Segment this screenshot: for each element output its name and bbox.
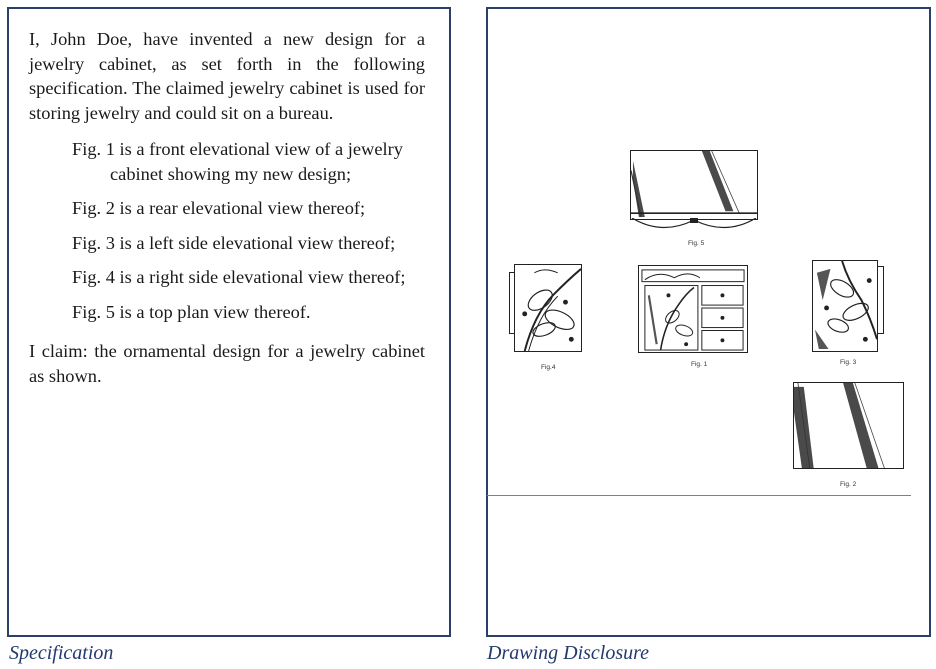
figure-1-drawing [638,265,748,353]
figure-description-1: Fig. 1 is a front elevational view of a jewelry cabinet showing my new design; [72,139,403,184]
figure-5-drawing [630,150,758,220]
figure-description-4: Fig. 4 is a right side elevational view thereof; [72,267,406,287]
figure-5-base-curves [630,218,758,234]
figure-description-5: Fig. 5 is a top plan view thereof. [72,301,311,322]
figure-4-hardware [509,272,515,334]
figure-description-3: Fig. 3 is a left side elevational view thereof; [72,232,396,253]
figure-2-drawing [793,382,904,469]
figure-3-drawing [812,260,878,352]
drawing-caption: Drawing Disclosure [487,642,650,664]
figure-1-label: Fig. 1 [691,361,708,368]
intro-paragraph: I, John Doe, have invented a new design for a jewelry cabinet, as set forth in the following specification. The claimed jewelry cabinet is used for storing jewelry and could sit on a bureau. [29,29,425,123]
specification-panel [7,7,451,637]
specification-caption: Specification [9,642,114,664]
claim-paragraph: I claim: the ornamental design for a jewelry cabinet as shown. [29,341,425,386]
figure-4-drawing [514,264,582,352]
figure-description-2: Fig. 2 is a rear elevational view thereof; [72,198,366,218]
figure-list [29,137,425,324]
figure-4-label: Fig.4 [541,364,556,371]
figure-3-label: Fig. 3 [840,359,857,366]
figure-5-label: Fig. 5 [688,240,705,247]
figure-3-hardware [878,266,884,334]
figure-2-label: Fig. 2 [840,481,857,488]
sheet-divider [487,495,911,496]
specification-text [29,27,425,388]
